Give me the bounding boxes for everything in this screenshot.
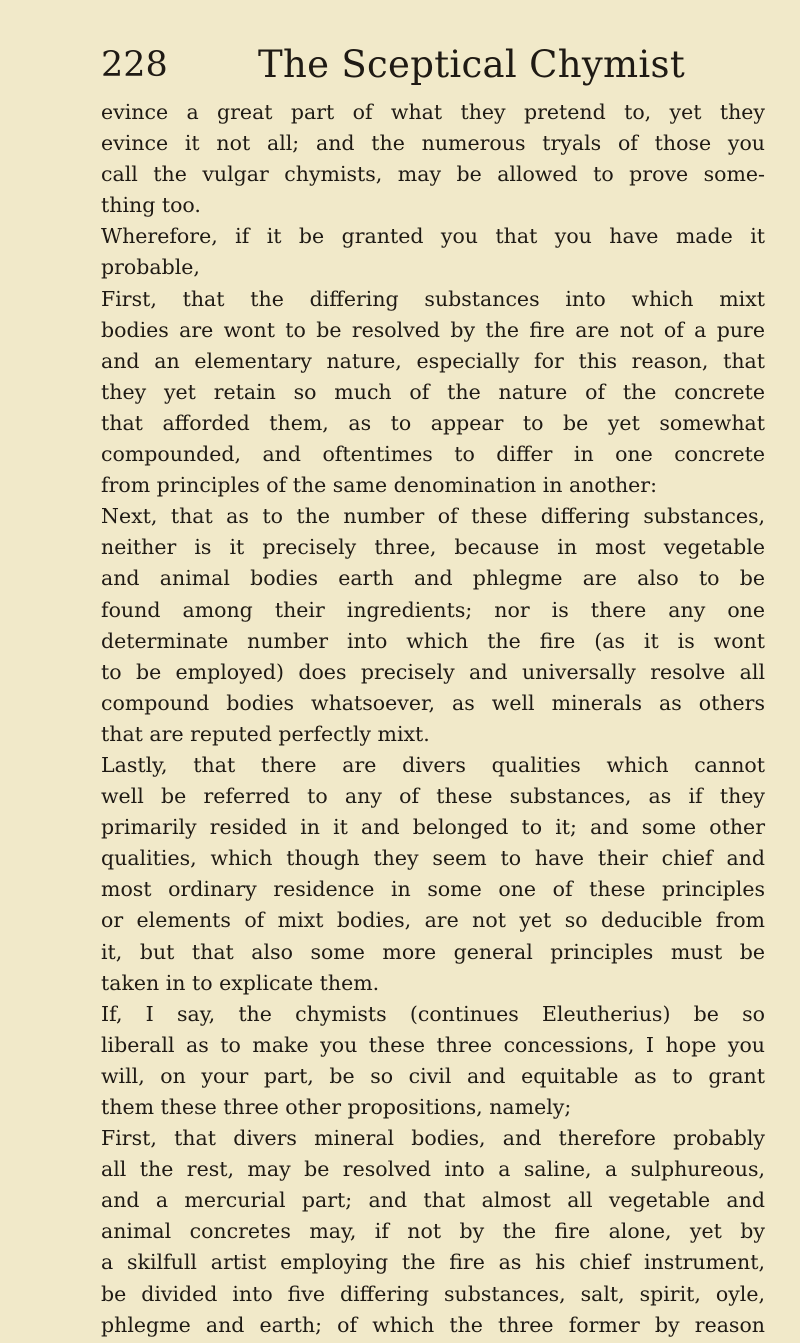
text-line: determinate number into which the fire (as it is wont	[101, 628, 765, 653]
text-line: Lastly, that there are divers qualities which cannot	[101, 752, 765, 777]
text-line: it, but that also some more general principles must be	[101, 939, 765, 964]
body-text	[101, 97, 765, 1341]
text-line: taken in to explicate them.	[101, 970, 380, 995]
text-line: probable,	[101, 255, 200, 280]
text-line: animal concretes may, if not by the fire alone, yet by	[101, 1219, 765, 1244]
page-number: 228	[101, 45, 168, 85]
text-line: bodies are wont to be resolved by the fire are not of a pure	[101, 317, 765, 342]
text-line: compounded, and oftentimes to differ in one concrete	[101, 442, 765, 467]
text-line: First, that divers mineral bodies, and therefore probably	[101, 1126, 765, 1151]
text-line: most ordinary residence in some one of these principles	[101, 877, 765, 902]
text-line: evince a great part of what they pretend to, yet they	[101, 100, 765, 124]
text-line: liberall as to make you these three concessions, I hope you	[101, 1032, 765, 1057]
text-line: and a mercurial part; and that almost all vegetable and	[101, 1188, 765, 1213]
text-line: that afforded them, as to appear to be yet somewhat	[101, 410, 765, 435]
text-line: be divided into five differing substances, salt, spirit, oyle,	[101, 1281, 765, 1306]
text-line: they yet retain so much of the nature of the concrete	[101, 379, 765, 404]
text-line: to be employed) does precisely and universally resolve all	[101, 659, 765, 684]
text-line: and an elementary nature, especially for this reason, that	[101, 348, 765, 373]
text-line: and animal bodies earth and phlegme are also to be	[101, 566, 765, 591]
text-line: compound bodies whatsoever, as well minerals as others	[101, 690, 765, 715]
text-line: neither is it precisely three, because in most vegetable	[101, 535, 765, 560]
text-line: primarily resided in it and belonged to it; and some other	[101, 815, 765, 840]
text-line: will, on your part, be so civil and equitable as to grant	[101, 1063, 765, 1088]
text-line: that are reputed perfectly mixt.	[101, 721, 430, 746]
text-line: thing too.	[101, 193, 201, 218]
text-line: Next, that as to the number of these differing substances,	[101, 504, 765, 529]
text-line: If, I say, the chymists (continues Eleutherius) be so	[101, 1001, 765, 1026]
text-line: First, that the differing substances into which mixt	[101, 286, 765, 311]
text-line: phlegme and earth; of which the three former by reason	[101, 1312, 765, 1337]
text-line: all the rest, may be resolved into a saline, a sulphureous,	[101, 1157, 765, 1182]
text-line: or elements of mixt bodies, are not yet so deducible from	[101, 908, 765, 933]
text-line: found among their ingredients; nor is there any one	[101, 597, 765, 622]
text-line: from principles of the same denomination in another:	[101, 473, 658, 498]
text-line: Wherefore, if it be granted you that you have made it	[101, 224, 765, 249]
running-title: The Sceptical Chymist	[258, 43, 686, 86]
text-line: well be referred to any of these substances, as if they	[101, 784, 765, 809]
text-line: call the vulgar chymists, may be allowed to prove some-	[101, 162, 765, 187]
text-line: them these three other propositions, namely;	[101, 1095, 572, 1119]
text-line: evince it not all; and the numerous tryals of those you	[101, 131, 765, 156]
text-line: qualities, which though they seem to have their chief and	[101, 846, 765, 871]
running-head	[101, 40, 740, 90]
text-line: a skilfull artist employing the fire as his chief instrument,	[101, 1250, 765, 1275]
